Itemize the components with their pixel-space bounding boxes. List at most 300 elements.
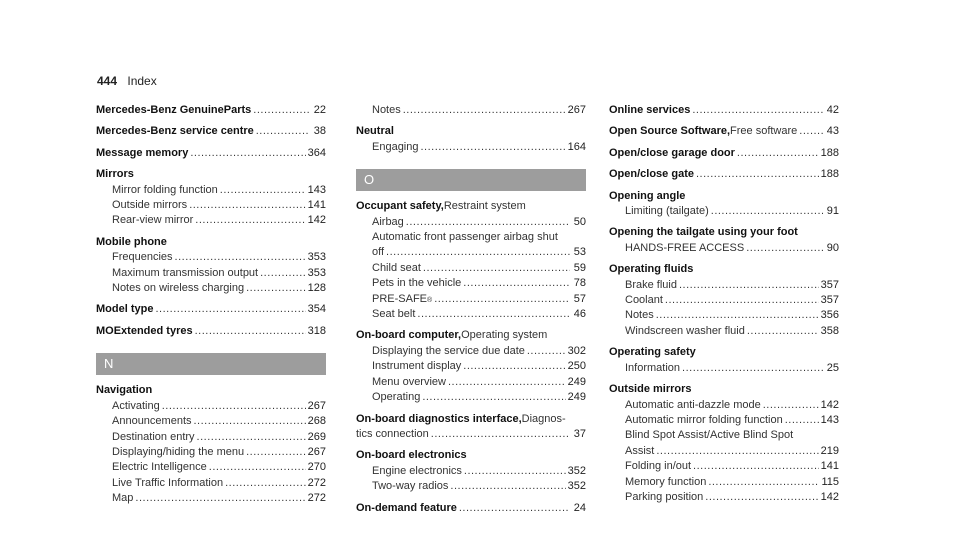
index-entry <box>96 383 326 398</box>
page-header <box>97 74 157 88</box>
index-entry <box>609 189 839 204</box>
index-entry-qualifier: Restraint system <box>443 200 526 213</box>
index-subentry[interactable]: Mirror folding function <box>112 183 218 196</box>
index-heading[interactable]: Navigation <box>96 384 153 397</box>
dot-leader <box>423 261 570 276</box>
page-reference[interactable]: 43 <box>826 125 839 138</box>
index-entry-row <box>625 413 839 428</box>
index-entry-row <box>625 241 839 256</box>
index-entry <box>96 167 326 182</box>
index-entry-row <box>96 383 326 398</box>
dot-leader <box>737 146 819 161</box>
index-entry-row <box>112 183 326 198</box>
index-heading[interactable]: Outside mirrors <box>609 383 692 396</box>
index-entry-row <box>112 213 326 228</box>
page-reference[interactable]: 356 <box>820 309 839 322</box>
index-heading[interactable]: On-board diagnostics interface, <box>356 412 522 425</box>
index-entry-row <box>96 324 326 339</box>
index-entry-row <box>356 328 586 343</box>
index-entry-row <box>356 412 586 427</box>
page-reference[interactable]: 357 <box>820 278 839 291</box>
page-reference[interactable]: 267 <box>307 399 326 412</box>
dot-leader <box>656 308 819 323</box>
index-subentry[interactable]: Operating <box>372 391 421 404</box>
dot-leader <box>799 124 823 139</box>
dot-leader <box>431 427 570 442</box>
index-entry <box>609 361 839 376</box>
index-entry <box>96 476 326 491</box>
index-entry <box>609 490 839 505</box>
page-reference[interactable]: 272 <box>307 476 326 489</box>
index-entry-row <box>625 361 839 376</box>
page-title: Index <box>127 74 157 88</box>
index-subentry[interactable]: Memory function <box>625 475 707 488</box>
dot-leader <box>406 215 570 230</box>
index-entry <box>609 324 839 339</box>
dot-leader <box>692 103 823 118</box>
index-entry-row <box>625 444 839 459</box>
index-subentry[interactable]: Folding in/out <box>625 460 692 473</box>
index-entry-row <box>356 427 586 442</box>
index-entry <box>356 140 586 155</box>
dot-leader <box>256 124 310 139</box>
index-subentry[interactable]: Destination entry <box>112 430 195 443</box>
index-entry <box>96 399 326 414</box>
dot-leader <box>253 103 310 118</box>
page-reference[interactable]: 353 <box>307 266 326 279</box>
index-entry <box>609 204 839 219</box>
page-reference[interactable]: 141 <box>820 460 839 473</box>
dot-leader <box>155 302 305 317</box>
index-column-1 <box>96 103 326 507</box>
page-reference[interactable]: 25 <box>826 361 839 374</box>
index-subentry[interactable]: Coolant <box>625 294 663 307</box>
index-heading[interactable]: Operating safety <box>609 346 696 359</box>
dot-leader <box>422 390 565 405</box>
page-reference[interactable]: 142 <box>820 398 839 411</box>
index-entry-row <box>625 293 839 308</box>
index-entry-row <box>372 215 586 230</box>
index-entry-row <box>356 501 586 516</box>
dot-leader <box>705 490 818 505</box>
index-entry-row <box>372 479 586 494</box>
page-reference[interactable]: 270 <box>307 461 326 474</box>
index-entry <box>609 398 839 413</box>
index-entry-row <box>625 204 839 219</box>
index-entry <box>356 215 586 230</box>
index-subentry[interactable]: Outside mirrors <box>112 199 188 212</box>
index-entry-row <box>96 302 326 317</box>
index-heading[interactable]: Open Source Software, <box>609 125 731 138</box>
dot-leader <box>195 213 305 228</box>
dot-leader <box>386 245 570 260</box>
index-entry <box>356 479 586 494</box>
index-subentry[interactable]: Electric Intelligence <box>112 461 207 474</box>
page-reference[interactable]: 164 <box>567 140 586 153</box>
dot-leader <box>693 459 819 474</box>
index-heading[interactable]: Open/close garage door <box>609 146 735 159</box>
index-entry <box>96 281 326 296</box>
index-entry-row <box>96 124 326 139</box>
dot-leader <box>260 266 306 281</box>
dot-leader <box>463 276 570 291</box>
index-entry <box>96 491 326 506</box>
page-reference[interactable]: 53 <box>573 246 586 259</box>
index-entry <box>356 375 586 390</box>
index-heading[interactable]: Model type <box>96 303 154 316</box>
index-subentry[interactable]: off <box>372 246 385 259</box>
section-letter-n: N <box>96 353 326 375</box>
index-entry-qualifier: Free software <box>730 125 798 138</box>
index-subentry[interactable]: Parking position <box>625 490 704 503</box>
index-entry <box>356 124 586 139</box>
page-number: 444 <box>97 74 118 88</box>
page-reference[interactable]: 141 <box>307 199 326 212</box>
index-entry-row <box>372 359 586 374</box>
index-subentry[interactable]: Notes <box>625 309 654 322</box>
index-entry <box>609 124 839 139</box>
index-entry <box>609 293 839 308</box>
section-letter-o: O <box>356 169 586 191</box>
dot-leader <box>656 444 818 459</box>
index-entry <box>356 276 586 291</box>
index-subentry[interactable]: Automatic mirror folding function <box>625 413 783 426</box>
index-heading[interactable]: Online services <box>609 104 691 116</box>
index-subentry[interactable]: Automatic front passenger airbag shut <box>372 231 558 244</box>
index-heading[interactable]: Opening the tailgate using your foot <box>609 226 798 239</box>
index-subentry[interactable]: Pets in the vehicle <box>372 277 462 290</box>
index-entry <box>356 448 586 463</box>
dot-leader <box>464 464 566 479</box>
index-entry-row <box>625 398 839 413</box>
index-subentry[interactable]: Notes on wireless charging <box>112 282 245 295</box>
index-entry <box>609 278 839 293</box>
page-reference[interactable]: 42 <box>826 104 839 116</box>
index-entry-row <box>112 491 326 506</box>
index-entry <box>609 345 839 360</box>
index-entry <box>96 250 326 265</box>
index-entry-row <box>625 459 839 474</box>
page-reference[interactable]: 354 <box>307 303 326 316</box>
page-reference[interactable]: 115 <box>821 475 839 488</box>
index-subentry[interactable]: Windscreen washer fluid <box>625 324 745 337</box>
index-entry-row <box>372 375 586 390</box>
index-entry <box>609 475 839 490</box>
index-entry-row: PRE-SAFE ® ..... 57 <box>372 292 586 307</box>
index-entry <box>96 445 326 460</box>
index-entry <box>609 459 839 474</box>
dot-leader <box>417 307 570 322</box>
index-entry-row <box>609 189 839 204</box>
index-heading[interactable]: Mobile phone <box>96 235 167 248</box>
dot-leader <box>463 359 565 374</box>
page-reference[interactable]: 353 <box>307 251 326 264</box>
index-entry-row <box>609 103 839 118</box>
index-entry <box>609 308 839 323</box>
index-entry <box>96 198 326 213</box>
page-reference[interactable]: 318 <box>307 324 326 337</box>
dot-leader <box>220 183 306 198</box>
page-reference[interactable]: 302 <box>567 344 586 357</box>
index-entry-row <box>96 146 326 161</box>
index-heading[interactable]: On-demand feature <box>356 501 457 514</box>
page-reference[interactable]: 267 <box>567 104 586 116</box>
index-subentry[interactable]: Airbag <box>372 215 404 228</box>
index-entry-row <box>625 324 839 339</box>
page-reference[interactable]: 352 <box>567 464 586 477</box>
index-entry-row <box>625 308 839 323</box>
index-entry-row <box>356 124 586 139</box>
index-entry <box>356 292 586 307</box>
index-entry <box>96 266 326 281</box>
index-entry-row <box>372 140 586 155</box>
index-entry-row <box>625 490 839 505</box>
index-entry <box>356 344 586 359</box>
index-subentry[interactable]: HANDS-FREE ACCESS <box>625 241 745 254</box>
dot-leader <box>403 103 566 118</box>
index-heading[interactable]: MOExtended tyres <box>96 324 193 337</box>
index-entry <box>609 241 839 256</box>
index-entry-row <box>372 245 586 260</box>
index-entry <box>356 328 586 343</box>
page-reference[interactable]: 267 <box>307 445 326 458</box>
index-entry-row <box>356 448 586 463</box>
index-subentry[interactable]: Automatic anti-dazzle mode <box>625 398 761 411</box>
index-entry-row <box>112 476 326 491</box>
index-subentry[interactable]: Notes <box>372 104 401 116</box>
dot-leader <box>746 241 823 256</box>
dot-leader <box>175 250 306 265</box>
index-entry-qualifier: Diagnos- <box>521 412 566 425</box>
page-reference[interactable]: 268 <box>307 415 326 428</box>
dot-leader <box>747 324 819 339</box>
index-entry-row <box>112 460 326 475</box>
index-entry-row <box>112 445 326 460</box>
index-subentry[interactable]: Information <box>625 361 681 374</box>
page-reference[interactable]: 357 <box>820 294 839 307</box>
dot-leader <box>246 281 306 296</box>
index-entry <box>96 324 326 339</box>
dot-leader <box>696 167 819 182</box>
page-reference[interactable]: 46 <box>573 308 586 321</box>
index-entry-row <box>112 266 326 281</box>
index-heading[interactable]: Open/close gate <box>609 168 694 181</box>
page-reference[interactable]: 219 <box>820 444 839 457</box>
index-entry-row <box>609 262 839 277</box>
index-entry-row <box>625 475 839 490</box>
index-entry <box>609 444 839 459</box>
page-reference[interactable]: 269 <box>307 430 326 443</box>
index-entry <box>356 261 586 276</box>
index-entry <box>96 183 326 198</box>
index-subentry[interactable]: Seat belt <box>372 308 416 321</box>
index-heading[interactable]: Mirrors <box>96 168 134 181</box>
page-reference[interactable]: 78 <box>573 277 586 290</box>
index-subentry[interactable]: tics connection <box>356 427 429 440</box>
index-entry-row <box>372 276 586 291</box>
dot-leader <box>459 501 570 516</box>
index-entry <box>96 302 326 317</box>
index-entry-row <box>625 428 839 443</box>
index-subentry[interactable]: Announcements <box>112 415 192 428</box>
index-subentry[interactable]: Blind Spot Assist/Active Blind Spot <box>625 429 794 442</box>
index-subentry[interactable]: Brake fluid <box>625 278 677 291</box>
index-entry-qualifier: Operating system <box>461 329 548 342</box>
index-entry <box>356 199 586 214</box>
index-subentry[interactable]: Map <box>112 492 134 505</box>
index-entry-row <box>372 307 586 322</box>
index-entry-row <box>96 167 326 182</box>
index-entry-row <box>625 278 839 293</box>
index-heading[interactable]: Operating fluids <box>609 263 694 276</box>
page-reference[interactable]: 38 <box>313 125 326 138</box>
index-subentry[interactable]: Limiting (tailgate) <box>625 205 709 218</box>
index-entry-row <box>372 230 586 245</box>
index-entry <box>96 414 326 429</box>
index-entry <box>96 430 326 445</box>
index-heading[interactable]: Mercedes-Benz GenuineParts <box>96 104 252 116</box>
index-subentry[interactable]: Two-way radios <box>372 480 449 493</box>
index-entry-row <box>609 345 839 360</box>
page-reference[interactable]: 188 <box>820 168 839 181</box>
page-reference[interactable]: 352 <box>567 480 586 493</box>
page-reference[interactable]: 50 <box>573 215 586 228</box>
page-reference[interactable]: 143 <box>820 413 839 426</box>
page-reference[interactable]: 250 <box>567 360 586 373</box>
dot-leader <box>679 278 819 293</box>
index-entry-row <box>372 261 586 276</box>
page-reference[interactable]: 59 <box>573 261 586 274</box>
index-heading[interactable]: Occupant safety, <box>356 200 444 213</box>
page-reference[interactable]: 272 <box>307 492 326 505</box>
index-entry-row <box>609 146 839 161</box>
index-entry <box>609 262 839 277</box>
index-entry <box>356 501 586 516</box>
index-entry <box>609 413 839 428</box>
index-subentry[interactable]: Displaying the service due date <box>372 344 525 357</box>
index-subentry[interactable]: Live Traffic Information <box>112 476 224 489</box>
dot-leader <box>194 414 306 429</box>
index-entry <box>609 146 839 161</box>
dot-leader <box>190 146 305 161</box>
dot-leader <box>527 344 566 359</box>
dot-leader <box>448 375 566 390</box>
dot-leader <box>197 430 306 445</box>
page-reference[interactable]: 24 <box>573 501 586 514</box>
index-entry-row <box>112 281 326 296</box>
dot-leader <box>135 491 305 506</box>
index-entry <box>356 103 586 118</box>
dot-leader <box>225 476 306 491</box>
index-entry <box>356 230 586 245</box>
page-reference[interactable]: 90 <box>826 241 839 254</box>
index-subentry[interactable]: Maximum transmission output <box>112 266 259 279</box>
index-entry-row <box>112 430 326 445</box>
index-heading[interactable]: Message memory <box>96 146 189 159</box>
index-entry <box>609 167 839 182</box>
index-heading[interactable]: Opening angle <box>609 189 686 202</box>
index-heading[interactable]: Neutral <box>356 125 394 138</box>
index-entry <box>356 245 586 260</box>
index-entry <box>356 307 586 322</box>
page-reference[interactable]: 142 <box>307 214 326 227</box>
dot-leader <box>421 140 566 155</box>
page-reference[interactable]: 91 <box>826 205 839 218</box>
index-subentry[interactable]: Child seat <box>372 261 421 274</box>
index-subentry[interactable]: Engaging <box>372 140 419 153</box>
index-entry <box>96 235 326 250</box>
page-reference[interactable]: 22 <box>313 104 326 116</box>
dot-leader <box>763 398 819 413</box>
index-heading[interactable]: On-board electronics <box>356 449 467 462</box>
index-entry-row <box>372 390 586 405</box>
index-subentry[interactable]: Frequencies <box>112 251 173 264</box>
index-entry-row <box>356 199 586 214</box>
index-subentry[interactable]: Instrument display <box>372 360 462 373</box>
index-heading[interactable]: Mercedes-Benz service centre <box>96 125 254 138</box>
index-subentry[interactable]: Engine electronics <box>372 464 462 477</box>
index-subentry[interactable]: PRE-SAFE <box>372 292 428 305</box>
dot-leader <box>189 198 305 213</box>
index-entry-row <box>609 225 839 240</box>
page-reference[interactable]: 142 <box>820 490 839 503</box>
page-reference[interactable]: 249 <box>567 391 586 404</box>
index-entry <box>609 103 839 118</box>
page-reference[interactable]: 249 <box>567 375 586 388</box>
dot-leader <box>450 479 565 494</box>
dot-leader <box>665 293 819 308</box>
index-entry <box>96 213 326 228</box>
index-entry-row <box>372 464 586 479</box>
index-entry-row <box>96 235 326 250</box>
index-column-2 <box>356 103 586 516</box>
index-entry-row <box>112 414 326 429</box>
index-heading[interactable]: On-board computer, <box>356 329 462 342</box>
page-reference[interactable]: 128 <box>307 282 326 295</box>
page-reference[interactable]: 364 <box>307 146 326 159</box>
index-entry <box>356 464 586 479</box>
index-subentry[interactable]: Activating <box>112 399 160 412</box>
dot-leader <box>195 324 306 339</box>
index-entry <box>356 359 586 374</box>
page-reference[interactable]: 358 <box>820 324 839 337</box>
index-entry-row <box>112 399 326 414</box>
dot-leader <box>162 399 306 414</box>
index-subentry[interactable]: Assist <box>625 444 655 457</box>
index-entry-row <box>112 250 326 265</box>
index-subentry[interactable]: Menu overview <box>372 375 446 388</box>
dot-leader <box>246 445 306 460</box>
dot-leader <box>785 413 819 428</box>
index-entry <box>609 382 839 397</box>
page-reference[interactable]: 143 <box>307 183 326 196</box>
index-subentry[interactable]: Rear-view mirror <box>112 214 194 227</box>
page-reference[interactable]: 188 <box>820 146 839 159</box>
index-entry <box>96 124 326 139</box>
index-subentry[interactable]: Displaying/hiding the menu <box>112 445 245 458</box>
index-entry <box>356 390 586 405</box>
page-reference[interactable]: 57 <box>573 292 586 305</box>
index-entry-row <box>609 124 839 139</box>
page-reference[interactable]: 37 <box>573 427 586 440</box>
index-entry-row <box>372 103 586 118</box>
index-entry-row <box>112 198 326 213</box>
index-entry-row <box>609 167 839 182</box>
dot-leader <box>711 204 823 219</box>
index-entry-row <box>609 382 839 397</box>
index-entry-row <box>372 344 586 359</box>
dot-leader <box>209 460 306 475</box>
